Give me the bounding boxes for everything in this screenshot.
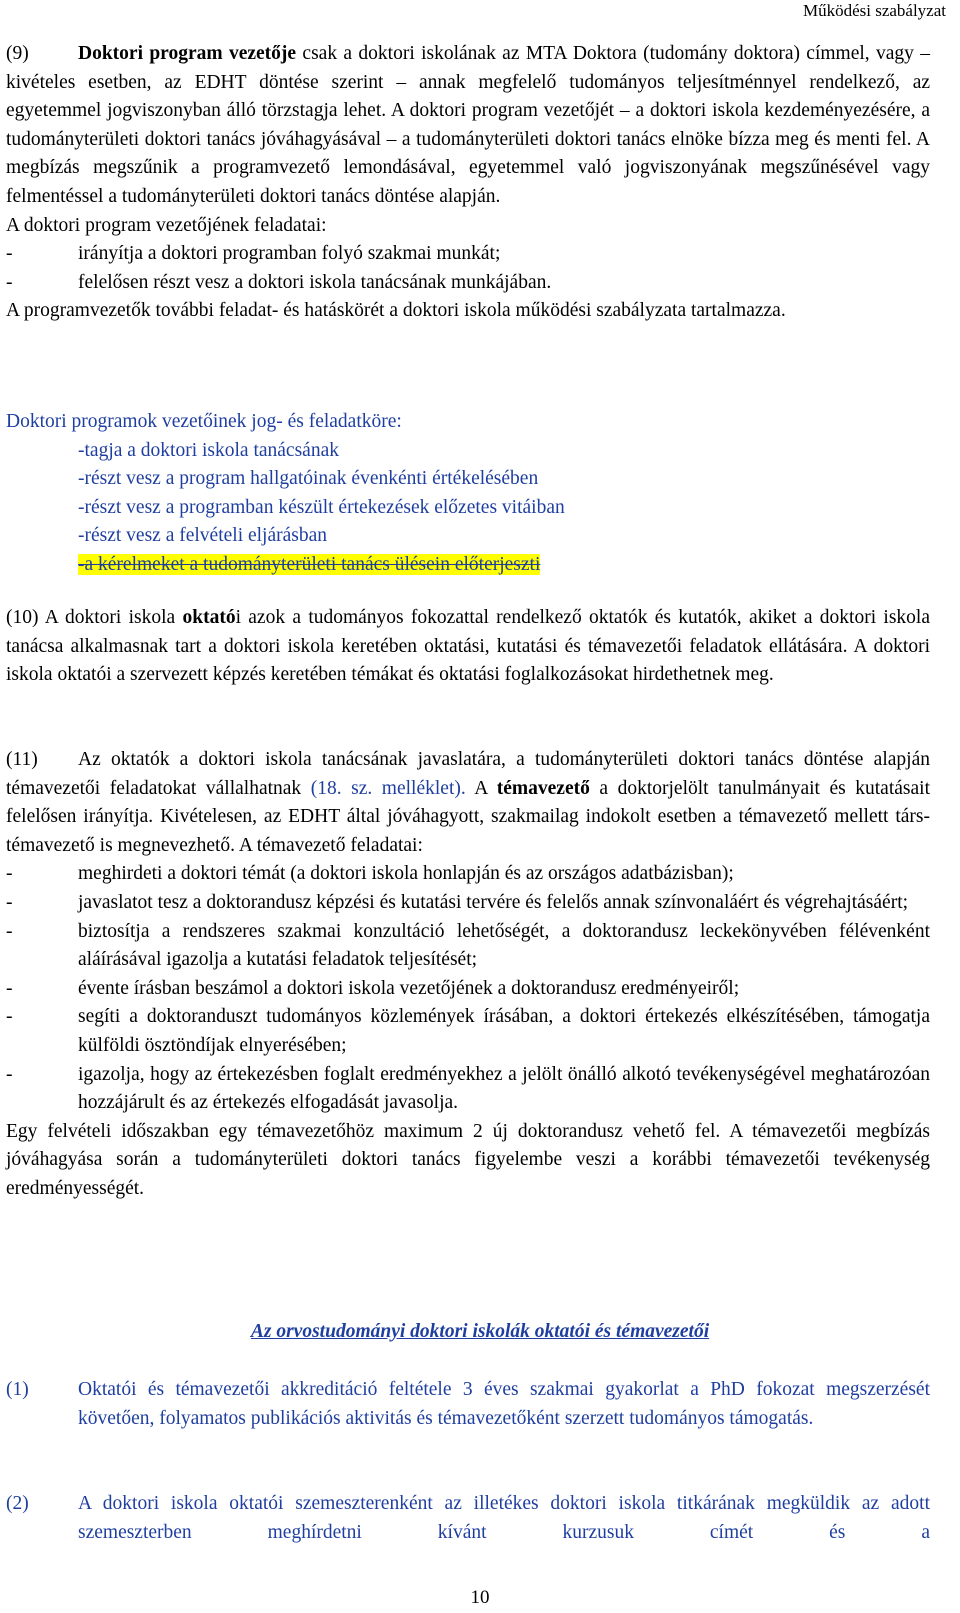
list-item: -részt vesz a programban készült értekezések előzetes vitáiban: [78, 496, 565, 518]
page-number: 10: [470, 1587, 490, 1608]
bold-term: oktató: [182, 607, 236, 628]
list-item: -részt vesz a program hallgatóinak évenkénti értékelésében: [78, 468, 539, 490]
list-item: -részt vesz a felvételi eljárásban: [78, 525, 328, 547]
paragraph-closing: A programvezetők további feladat- és hatáskörét a doktori iskola működési szabályzata tartalmazza.: [6, 300, 786, 322]
list-item-struck: -a kérelmeket a tudományterületi tanács ülésein előterjeszti: [78, 553, 541, 575]
list-item: -tagja a doktori iskola tanácsának: [78, 439, 339, 461]
section-paragraph-2: [6, 1490, 930, 1547]
section-paragraph-1: [6, 1376, 930, 1433]
list-item: - irányítja a doktori programban folyó szakmai munkát;: [6, 243, 501, 265]
tasks-intro: A doktori program vezetőjének feladatai:: [6, 214, 327, 236]
paragraph-number: (11): [6, 749, 38, 770]
bold-term: témavezető: [496, 777, 590, 799]
paragraph-number: (2): [6, 1493, 29, 1514]
bold-term: Doktori program vezetője: [78, 43, 297, 64]
paragraph-9: [6, 40, 930, 326]
section-heading: Az orvostudományi doktori iskolák oktatói és témavezetői: [250, 1321, 710, 1342]
paragraph-text: Oktatói és témavezetői akkreditáció feltétele 3 éves szakmai gyakorlat a PhD fokozat megszerzését követően, folyamatos publikációs aktivitás és témavezetőként szerzett tudományos támogatás.: [78, 1379, 930, 1429]
paragraph-text: A doktori iskola oktatói szemeszterenként az illetékes doktori iskola titkárának megküldik az adott szemeszterben meghírdetni kívánt kurzusuk címét és a: [78, 1493, 930, 1543]
paragraph-10: (10) A doktori iskola oktatói azok a tudományos fokozattal rendelkező oktatók és kutatók, akiket a doktori iskola tanácsa alkalmasnak tart a doktori iskola keretében oktatási, kutatási és témavezetői feladatok ellátására. A doktori iskola oktatói a szervezett képzés keretében témákat és oktatási foglalkozásokat hirdethetnek meg.: [6, 607, 931, 686]
list-item: - igazolja, hogy az értekezésben foglalt eredményekhez a jelölt önálló alkotó tevékenységével meghatározóan hozzájárult és az értekezés elfogadását javasolja.: [6, 1063, 930, 1114]
list-item: - felelősen részt vesz a doktori iskola tanácsának munkájában.: [6, 271, 552, 293]
annex-reference: (18. sz. melléklet).: [310, 777, 466, 799]
paragraph-text: csak a doktori iskolának az MTA Doktora (tudomány doktora) címmel, vagy – kivételes esetben, az EDHT döntése szerint – annak megfelelő tudományos teljesítménnyel rendelkező, az egyetemmel jogviszonyban álló törzstagja lehet. A doktori program vezetőjét – a doktori iskola kezdeményezésére, a tudományterületi doktori tanács jóváhagyásával – a tudományterületi doktori tanács elnöke bízza meg és menti fel. A megbízás megszűnik a programvezető lemondásával, egyetemmel való jogviszonyának megszűnésével vagy felmentéssel a tudományterületi doktori tanács döntése alapján.: [6, 43, 931, 207]
page-header: Működési szabályzat: [802, 1, 946, 20]
paragraph-9-body: [6, 40, 930, 212]
duties-title: Doktori programok vezetőinek jog- és feladatköre:: [6, 411, 402, 432]
list-item: - javaslatot tesz a doktorandusz képzési és kutatási tervére és felelős annak színvonaláért és végrehajtásáért;: [6, 891, 909, 913]
paragraph-number: (9): [6, 43, 29, 64]
list-item: - biztosítja a rendszeres szakmai konzultáció lehetőségét, a doktorandusz leckekönyvében félévenként aláírásával igazolja a kutatási feladatok teljesítését;: [6, 920, 930, 971]
program-leaders-duties: [6, 408, 930, 580]
paragraph-closing: Egy felvételi időszakban egy témavezetőhöz maximum 2 új doktorandusz vehető fel. A témavezetői megbízás jóváhagyása során a tudományterületi doktori tanács figyelembe veszi a korábbi témavezetői tevékenység eredményességét.: [6, 1120, 930, 1199]
list-item: - meghirdeti a doktori témát (a doktori iskola honlapján és az országos adatbázisban);: [6, 863, 734, 885]
list-item: - évente írásban beszámol a doktori iskola vezetőjének a doktorandusz eredményeiről;: [6, 977, 740, 999]
paragraph-number: (1): [6, 1379, 29, 1400]
paragraph-text: i azok a tudományos fokozattal rendelkező oktatók és kutatók, akiket a doktori iskola tanácsa alkalmasnak tart a doktori iskola keretében oktatási, kutatási és témavezetői feladatok ellátására. A doktori iskola oktatói a szervezett képzés keretében témákat és oktatási foglalkozásokat hirdethetnek meg.: [6, 607, 931, 686]
paragraph-11: (11) Az oktatók a doktori iskola tanácsának javaslatára, a tudományterületi doktori tanács döntése alapján témavezetői feladatokat vállalhatnak (18. sz. melléklet). A témavezető a doktorjelölt tanulmányait és kutatásait felelősen irányítja. Kivételesen, az EDHT által jóváhagyott, szakmailag indokolt esetben a témavezető mellett társ-témavezető is megnevezhető. A témavezető feladatai: - meghirdeti a doktori témát (a doktori iskola honlapján és az országos adatbázisban); - javaslatot tesz a doktorandusz képzési és kutatási tervére és felelős annak színvonaláért és végrehajtásáért; - biztosítja a rendszeres szakmai konzultáció lehetőségét, a doktorandusz leckekönyvében félévenként aláírásával igazolja a kutatási feladatok teljesítését; - évente írásban beszámol a doktori iskola vezetőjének a doktorandusz eredményeiről; - segíti a doktoranduszt tudományos közlemények írásában, a doktori értekezés elkészítésében, támogatja külföldi ösztöndíjak elnyerésében; - igazolja, hogy az értekezésben foglalt eredményekhez a jelölt önálló alkotó tevékenységével meghatározóan hozzájárult és az értekezés elfogadását javasolja. Egy felvételi időszakban egy témavezetőhöz maximum 2 új doktorandusz vehető fel. A témavezetői megbízás jóváhagyása során a tudományterületi doktori tanács figyelembe veszi a korábbi témavezetői tevékenység eredményességét.: [6, 746, 930, 1204]
list-item: - segíti a doktoranduszt tudományos közlemények írásában, a doktori értekezés elkészítésében, támogatja külföldi ösztöndíjak elnyerésében;: [6, 1006, 930, 1056]
paragraph-number: (10): [6, 607, 39, 628]
